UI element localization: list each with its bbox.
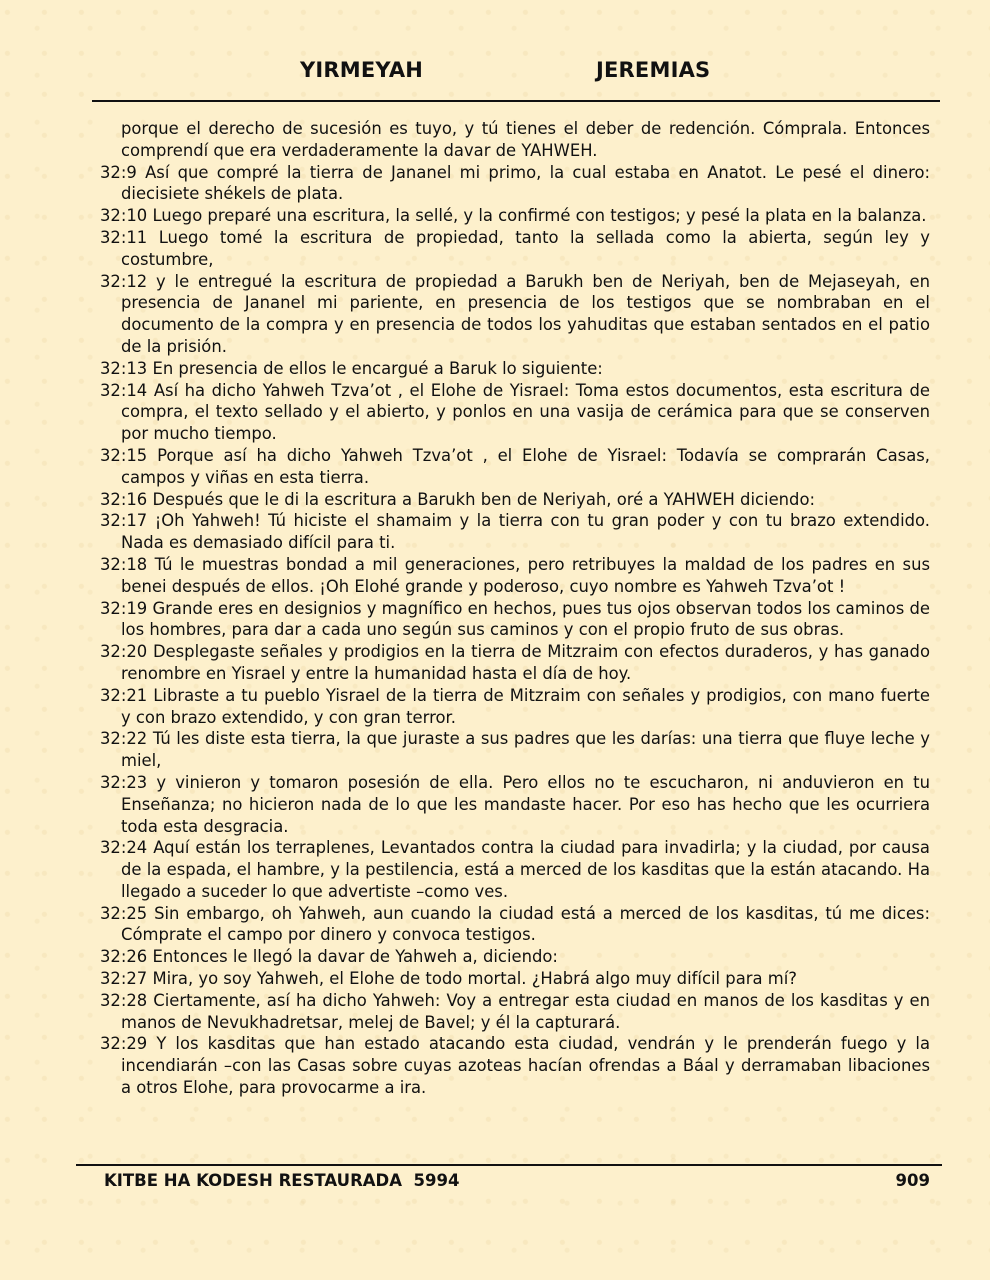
verse-ref: 32:26 xyxy=(100,947,148,967)
page-header xyxy=(0,58,990,94)
verse-ref: 32:19 xyxy=(100,598,148,618)
verse-list xyxy=(100,118,930,1099)
verse xyxy=(100,445,930,489)
verse-text: Ciertamente, así ha dicho Yahweh: Voy a entregar esta ciudad en manos de los kasditas y en manos de Nevukhadretsar, melej de Bavel; y él la capturará. xyxy=(121,990,930,1032)
verse xyxy=(100,271,930,358)
verse-ref: 32:21 xyxy=(100,685,148,705)
footer-divider xyxy=(76,1164,942,1166)
footer-book-title: KITBE HA KODESH RESTAURADA 5994 xyxy=(104,1171,460,1190)
verse-ref: 32:11 xyxy=(100,227,148,247)
verse-ref: 32:22 xyxy=(100,729,148,749)
verse-text: En presencia de ellos le encargué a Baruk lo siguiente: xyxy=(152,358,603,378)
verse-ref: 32:20 xyxy=(100,642,148,662)
verse-ref: 32:16 xyxy=(100,489,148,509)
verse xyxy=(100,118,930,162)
verse-ref: 32:18 xyxy=(100,554,148,574)
page-number: 909 xyxy=(895,1171,930,1190)
verse-ref: 32:15 xyxy=(100,445,148,465)
verse-ref: 32:10 xyxy=(100,206,148,226)
verse-ref: 32:29 xyxy=(100,1034,148,1054)
verse xyxy=(100,598,930,642)
verse xyxy=(100,489,930,511)
verse-text: Aquí están los terraplenes, Levantados contra la ciudad para invadirla; y la ciudad, por causa de la espada, el hambre, y la pestilencia, está a merced de los kasditas que la están atacando. Ha llegado a suceder lo que advertiste –como ves. xyxy=(121,838,930,901)
verse-text: Grande eres en designios y magnífico en hechos, pues tus ojos observan todos los caminos de los hombres, para dar a cada uno según sus caminos y con el propio fruto de sus obras. xyxy=(121,598,930,640)
verse xyxy=(100,554,930,598)
verse-text: Libraste a tu pueblo Yisrael de la tierra de Mitzraim con señales y prodigios, con mano fuerte y con brazo extendido, y con gran terror. xyxy=(121,685,931,727)
verse xyxy=(100,685,930,729)
verse-ref: 32:27 xyxy=(100,969,148,989)
verse xyxy=(100,1033,930,1098)
verse-text: Y los kasditas que han estado atacando esta ciudad, vendrán y le prenderán fuego y la incendiarán –con las Casas sobre cuyas azoteas hacían ofrendas a Báal y derramaban libaciones a otros Elohe, para provocarme a ira. xyxy=(121,1034,930,1098)
header-right-title: JEREMIAS xyxy=(596,58,711,82)
verse-text: Mira, yo soy Yahweh, el Elohe de todo mortal. ¿Habrá algo muy difícil para mí? xyxy=(152,969,797,989)
verse xyxy=(100,227,930,271)
verse-text: Tú les diste esta tierra, la que juraste a sus padres que les darías: una tierra que fluye leche y miel, xyxy=(121,729,930,771)
verse xyxy=(100,510,930,554)
verse xyxy=(100,358,930,380)
verse-text: Luego tomé la escritura de propiedad, tanto la sellada como la abierta, según ley y costumbre, xyxy=(121,227,930,269)
verse xyxy=(100,162,930,206)
verse xyxy=(100,205,930,227)
verse-text: y le entregué la escritura de propiedad a Barukh ben de Neriyah, ben de Mejaseyah, en presencia de Jananel mi pariente, en presencia de los testigos que se nombraban en el documento de la compra y en presencia de todos los yahuditas que estaban sentados en el patio de la prisión. xyxy=(121,271,931,356)
verse-ref: 32:25 xyxy=(100,903,148,923)
verse xyxy=(100,380,930,445)
verse-ref: 32:23 xyxy=(100,772,148,792)
verse-text: porque el derecho de sucesión es tuyo, y tú tienes el deber de redención. Cómprala. Entonces comprendí que era verdaderamente la davar de YAHWEH. xyxy=(121,119,930,160)
verse-text: Porque así ha dicho Yahweh Tzva’ot , el Elohe de Yisrael: Todavía se comprarán Casas, campos y viñas en esta tierra. xyxy=(121,445,930,487)
verse-text: Después que le di la escritura a Barukh ben de Neriyah, oré a YAHWEH diciendo: xyxy=(152,489,815,509)
verse-ref: 32:14 xyxy=(100,380,148,400)
verse-ref: 32:24 xyxy=(100,838,148,858)
verse-text: ¡Oh Yahweh! Tú hiciste el shamaim y la tierra con tu gran poder y con tu brazo extendido. Nada es demasiado difícil para ti. xyxy=(121,511,930,553)
verse-ref: 32:9 xyxy=(100,162,137,182)
verse-text: Tú le muestras bondad a mil generaciones, pero retribuyes la maldad de los padres en sus benei después de ellos. ¡Oh Elohé grande y poderoso, cuyo nombre es Yahweh Tzva’ot ! xyxy=(121,554,931,596)
verse-ref: 32:13 xyxy=(100,358,148,378)
header-divider xyxy=(92,100,940,102)
verse-ref: 32:12 xyxy=(100,271,148,291)
verse xyxy=(100,837,930,902)
verse xyxy=(100,772,930,837)
verse-ref: 32:17 xyxy=(100,511,148,531)
page-footer xyxy=(104,1171,930,1190)
verse-text: y vinieron y tomaron posesión de ella. Pero ellos no te escucharon, ni anduvieron en tu Enseñanza; no hicieron nada de lo que les mandaste hacer. Por eso has hecho que les ocurriera toda esta desgracia. xyxy=(121,772,930,836)
verse xyxy=(100,641,930,685)
verse-text: Entonces le llegó la davar de Yahweh a, diciendo: xyxy=(152,947,558,967)
verse xyxy=(100,968,930,990)
verse xyxy=(100,946,930,968)
verse-text: Desplegaste señales y prodigios en la tierra de Mitzraim con efectos duraderos, y has ganado renombre en Yisrael y entre la humanidad hasta el día de hoy. xyxy=(121,642,930,683)
verse-text: Así que compré la tierra de Jananel mi primo, la cual estaba en Anatot. Le pesé el dinero: diecisiete shékels de plata. xyxy=(121,162,930,204)
verse-text: Sin embargo, oh Yahweh, aun cuando la ciudad está a merced de los kasditas, tú me dices: Cómprate el campo por dinero y convoca testigos. xyxy=(121,903,930,945)
verse-ref: 32:28 xyxy=(100,990,148,1010)
verse xyxy=(100,903,930,947)
verse xyxy=(100,990,930,1034)
header-left-title: YIRMEYAH xyxy=(300,58,424,82)
verse xyxy=(100,728,930,772)
verse-text: Luego preparé una escritura, la sellé, y la confirmé con testigos; y pesé la plata en la balanza. xyxy=(152,206,927,226)
verse-text: Así ha dicho Yahweh Tzva’ot , el Elohe de Yisrael: Toma estos documentos, esta escritura de compra, el texto sellado y el abierto, y ponlos en una vasija de cerámica para que se conserven por mucho tiempo. xyxy=(121,380,930,444)
